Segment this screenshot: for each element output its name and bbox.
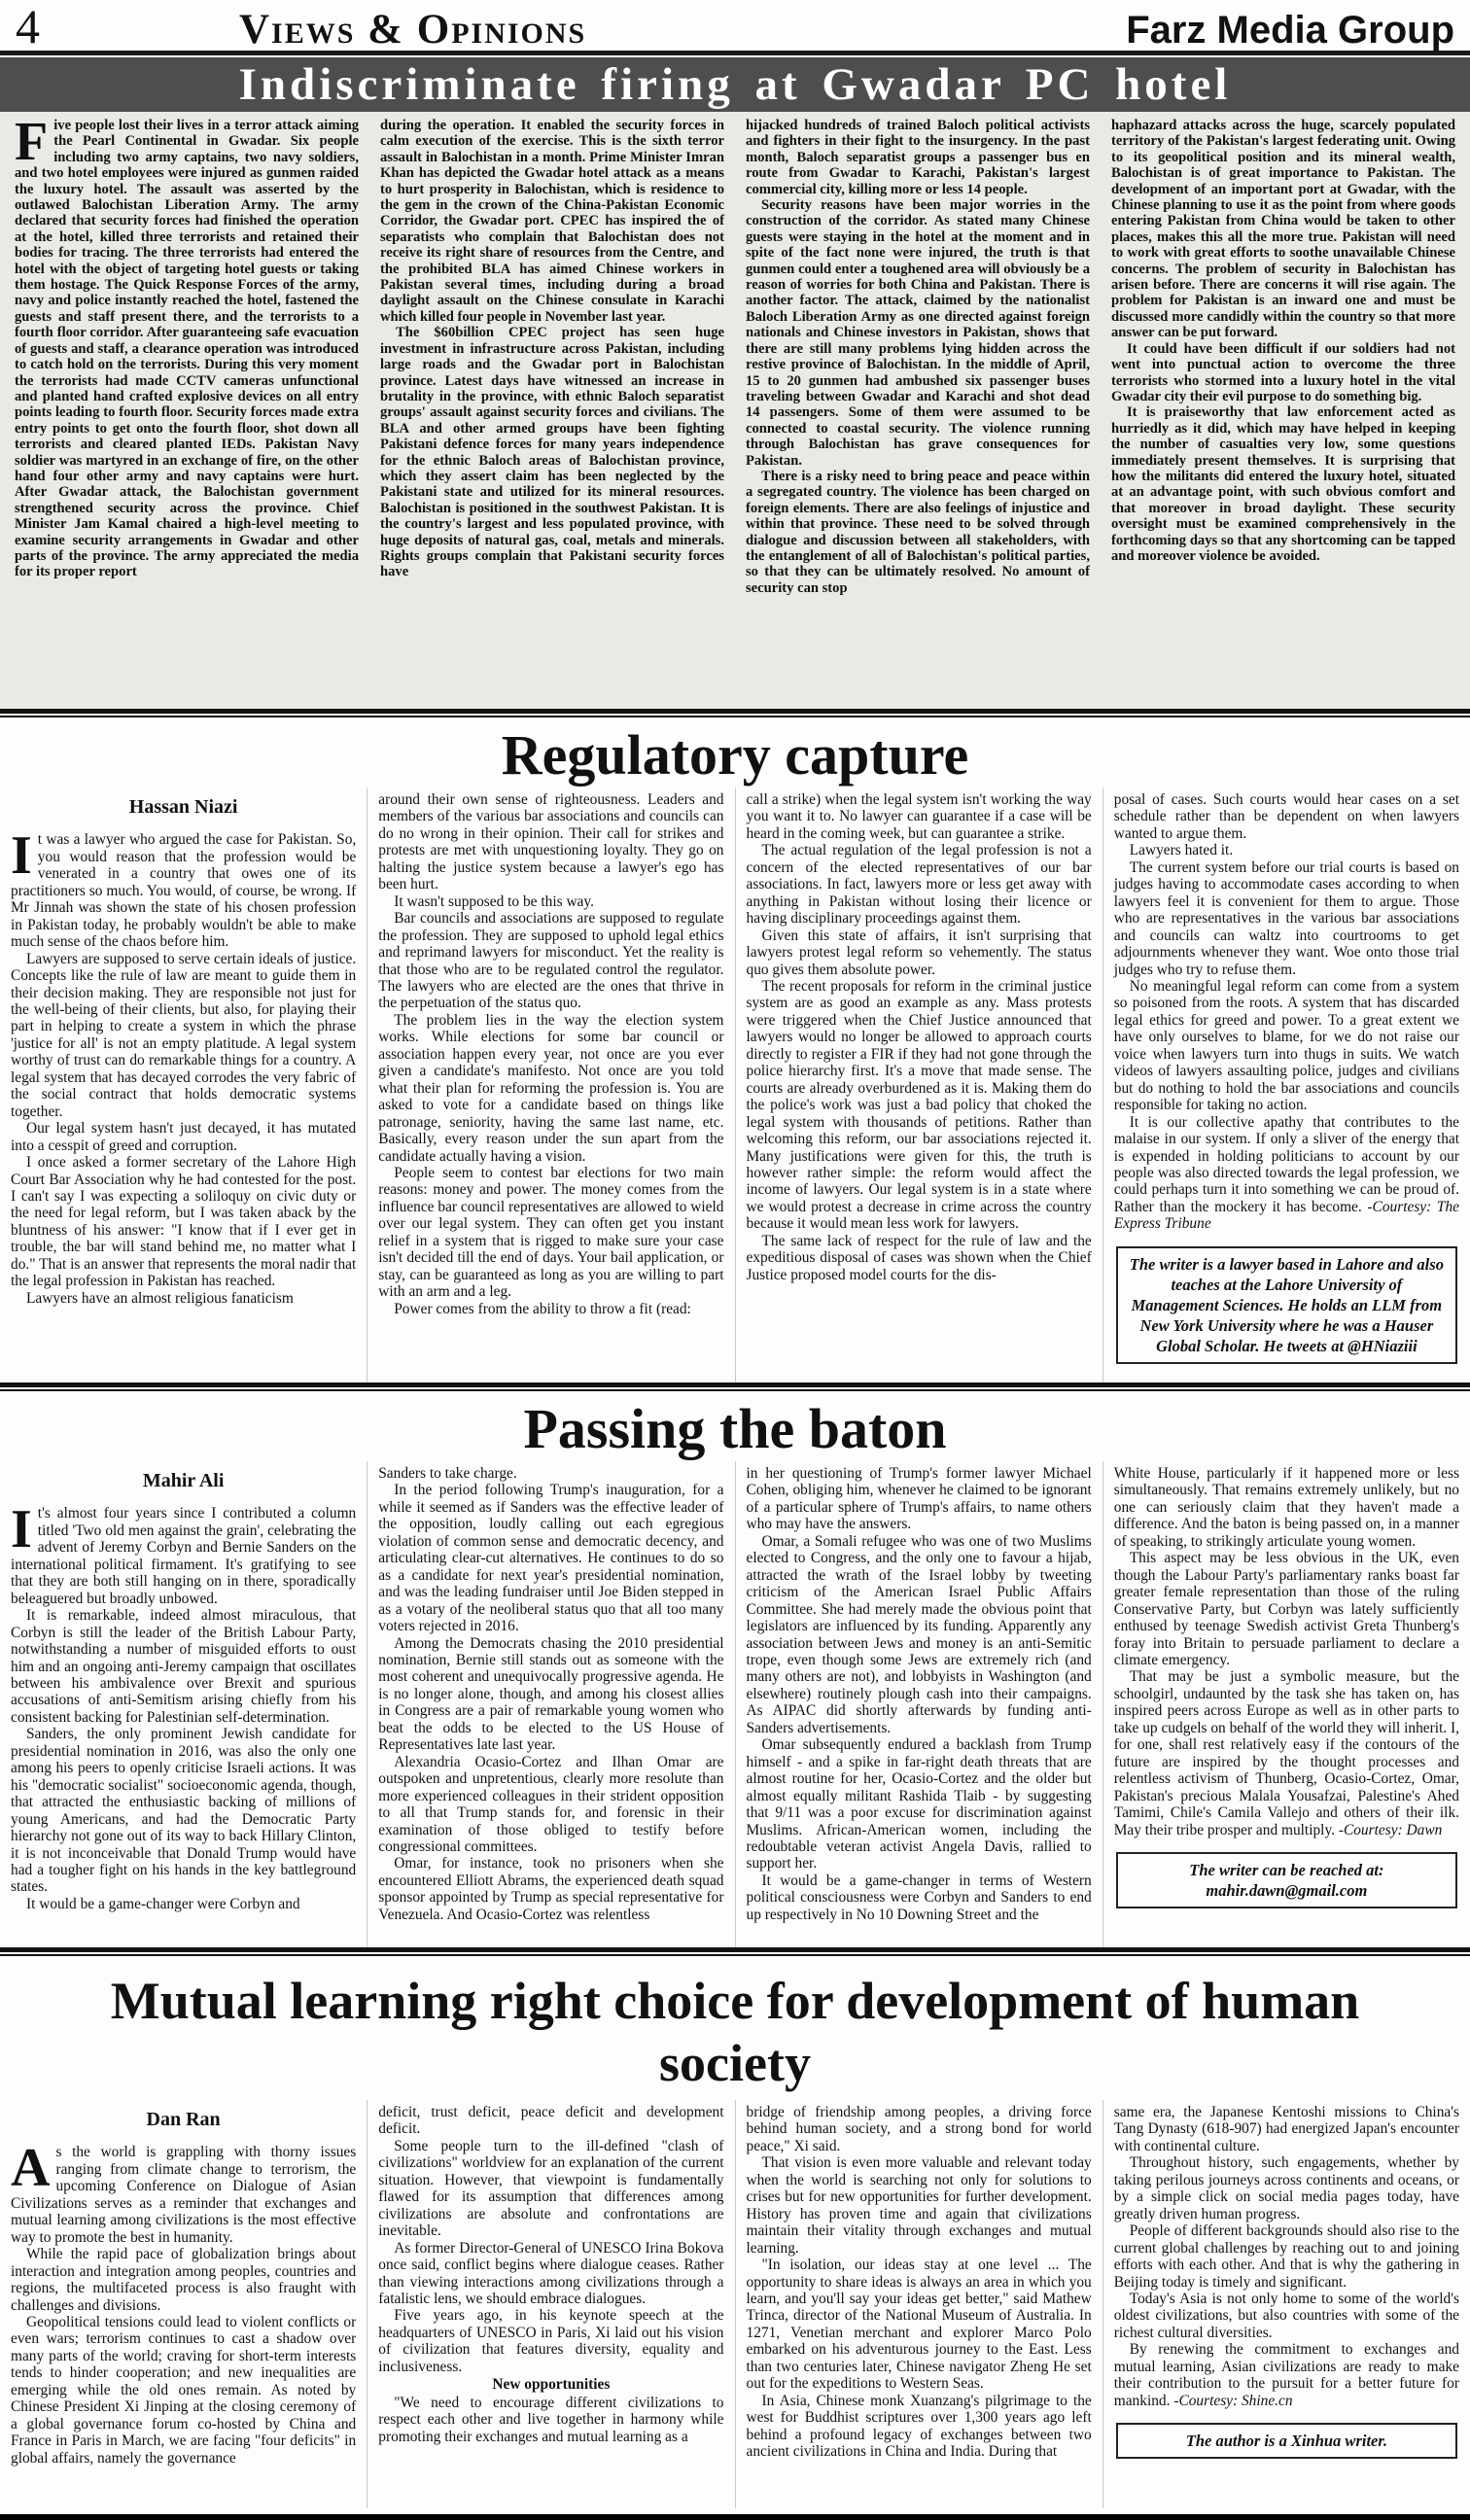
section-divider: [0, 1382, 1470, 1391]
paragraph: It was a lawyer who argued the case for Pakistan. So, you would reason that the profession would be venerated in a country that owes one of its practitioners so much. You would, of course, be wrong. If Mr Jinnah was shown the state of his chosen profession in Pakistan today, he probably wouldn't be able to make much sense of the chaos before him.: [11, 825, 357, 951]
paragraph: Bar councils and associations are supposed to regulate the profession. They are supposed to uphold legal ethics and reprimand lawyers for misconduct. Yet the reality is that those who are to be regulated control the regulator. The lawyers who are elected are the ones that thrive in the perpetuation of the status quo.: [378, 910, 724, 1012]
paragraph: Security reasons have been major worries in the construction of the corridor. As stated many Chinese guests were staying in the hotel at the moment and in spite of the fact none were injured, the truth is that gunmen could enter a toughened area will obviously be a reason of worries for both China and Pakistan. There is another factor. The attack, claimed by the nationalist Baloch Liberation Army as one directed against foreign nationals and Chinese investors in Pakistan, shows that there are still many problems lying hidden across the restive province of Balochistan. In the middle of April, 15 to 20 gunmen had ambushed six passenger buses traveling between Gwadar and Karachi and shot dead 14 passengers. Some of them were assumed to be connected to coastal security. The violence running through Balochistan has grave consequences for Pakistan.: [746, 197, 1090, 469]
paragraph: By renewing the commitment to exchanges and mutual learning, Asian civilizations are ready to make their contribution to the pursuit for a better future for mankind. -Courtesy: Shine.cn: [1113, 2341, 1459, 2409]
article-3-byline: Mahir Ali: [142, 1470, 225, 1491]
article-4-column-1: [0, 2100, 367, 2508]
paragraph: As former Director-General of UNESCO Irina Bokova once said, conflict begins where dialogue ceases. Rather than viewing interactions among civilizations through a fatalistic lens, we should embrace dialogues.: [378, 2239, 724, 2307]
masthead: [0, 0, 1470, 55]
paragraph: in her questioning of Trump's former lawyer Michael Cohen, obliging him, whenever he claimed to be ignorant of a particular sphere of Trump's affairs, to name others who may have the answers.: [746, 1465, 1092, 1533]
page-number: 4: [16, 0, 40, 53]
article-2-writer-box: The writer is a lawyer based in Lahore and also teaches at the Lahore University of Management Sciences. He holds an LLM from New York University where he was a Hauser Global Scholar. He tweets at @HNiaziii: [1116, 1246, 1457, 1365]
article-3-column-4: [1102, 1461, 1470, 1947]
paragraph: It is praiseworthy that law enforcement acted as hurriedly as it did, which may have helped in keeping the number of casualties very low, some questions immediately present themselves. It is surprising that how the militants did entered the luxury hotel, situated at an advantage point, with such obvious comfort and that moreover in broad daylight. These security oversight must be examined comprehensively in the forthcoming days so that any shortcoming can be tapped and moreover violence be avoided.: [1111, 404, 1455, 564]
article-1-column-4: [1101, 114, 1466, 709]
article-4-column-4-text: [1114, 2104, 1459, 2409]
article-1-body: [0, 112, 1470, 709]
paragraph: Given this state of affairs, it isn't surprising that lawyers protest legal reform so vehemently. The status quo gives them absolute power.: [746, 927, 1092, 978]
paragraph: The same lack of respect for the rule of law and the expeditious disposal of cases was shown when the Chief Justice proposed model courts for the dis-: [746, 1232, 1092, 1283]
article-1-column-3: [735, 114, 1101, 709]
sub-heading: New opportunities: [492, 2376, 611, 2394]
article-1-column-1: [4, 114, 369, 709]
article-4-column-4: [1102, 2100, 1470, 2508]
article-4-column-2: [367, 2100, 734, 2508]
article-2-column-1-text: [11, 825, 357, 1307]
paragraph: call a strike) when the legal system isn't working the way you want it to. No lawyer can guarantee if a case will be heard in the coming week, but can guarantee a strike.: [746, 791, 1092, 842]
article-3-column-2: [367, 1461, 734, 1947]
paragraph: Omar, a Somali refugee who was one of two Muslims elected to Congress, and the only one to favour a hijab, attracted the wrath of the Israel lobby by tweeting criticism of the American Israel Public Affairs Committee. She had merely made the obvious point that legislators are influenced by its funding. Apparently any association between Jews and money is an anti-Semitic trope, even though some Jews are extremely rich (and many others are not), and lobbyists in Washington (and elsewhere) routinely plough cash into their campaigns. As AIPAC did shortly afterwards by funding anti-Sanders advertisements.: [746, 1532, 1092, 1736]
paragraph: People of different backgrounds should also rise to the current global challenges by reaching out to and joining efforts with each other. And that is why the gathering in Beijing today is timely and significant.: [1113, 2222, 1459, 2291]
paragraph: It wasn't supposed to be this way.: [394, 892, 594, 910]
paragraph: Among the Democrats chasing the 2010 presidential nomination, Bernie still stands out as someone with the most coherent and unequivocally progressive agenda. He is no longer alone, though, and among his closest allies in Congress are a pair of remarkable young women who beat the odds to be elected to the US House of Representatives late last year.: [378, 1634, 724, 1754]
section-divider: [0, 709, 1470, 718]
paragraph: It is remarkable, indeed almost miraculous, that Corbyn is still the leader of the British Labour Party, notwithstanding a number of misguided efforts to oust him and an ongoing anti-Jeremy campaign that oscillates between his ambivalence over Brexit and spurious accusations of anti-Semitism arising chiefly from his consistent backing for Palestinian self-determination.: [11, 1607, 357, 1726]
article-2-headline: Regulatory capture: [501, 723, 969, 787]
paragraph: The current system before our trial courts is based on judges having to accommodate cases according to when lawyers feel it is convenient for them to argue. Those who are representatives in the various bar associations and councils can waltz into courtrooms to get adjournments whenever they want. Woe onto those trial judges who try to refuse them.: [1113, 858, 1459, 978]
article-2-column-4: [1102, 788, 1470, 1382]
paragraph: It would be a game-changer in terms of Western political consciousness were Corbyn and Sanders to end up respectively in No 10 Downing Street and the: [746, 1872, 1092, 1923]
paragraph: Five people lost their lives in a terror attack aiming the Pearl Continental in Gwadar. Six people including two army captains, two navy soldiers, and two hotel employees were injured as gunmen raided the luxury hotel. The assault was asserted by the outlawed Balochistan Liberation Army. The army declared that security forces had finished the operation at the hotel, killed three terrorists and retained their bodies for tracing. The three terrorists had entered the hotel with the object of targeting hotel guests or taking them hostage. The Quick Response Forces of the army, navy and police instantly reached the hotel, fastened the guests and staff present there, and the terrorists to a fourth floor corridor. After guaranteeing safe evacuation of guests and staff, a clearance operation was introduced to catch hold on the terrorists. During this very moment the terrorists had made CCTV cameras unfunctional and planted hand crafted explosive devices on all entry points leading to fourth floor. Security forces made extra entry points to get onto the fourth floor, shot down all terrorists and cleared planted IEDs. Pakistan Navy soldier was martyred in an exchange of fire, on the other hand four other army and navy captains were hurt. After Gwadar attack, the Balochistan government strengthened security across the province. Chief Minister Jam Kamal chaired a high-level meeting to examine security arrangements in Gwadar and other parts of the province. The army appreciated the media for its proper report: [15, 114, 359, 580]
paragraph: People seem to contest bar elections for two main reasons: money and power. The money comes from the influence bar council representatives are allowed to wield over our legal system. They can often get you instant relief in a system that is rigged to make sure your case isn't decided till the end of days. Your bail application, or stay, can be guaranteed as long as you are willing to part with an arm and a leg.: [378, 1164, 724, 1301]
paragraph: same era, the Japanese Kentoshi missions to China's Tang Dynasty (618-907) had energized Japan's encounter with continental culture.: [1113, 2104, 1459, 2154]
article-3-column-3: [735, 1461, 1102, 1947]
paragraph: No meaningful legal reform can come from a system so poisoned from the roots. A system that has discarded legal ethics for greed and power. To a great extent we have only ourselves to blame, for we do not raise our voice when lawyers turn into thugs in suits. We watch videos of lawyers assaulting police, judges and civilians but do nothing to hold the bar associations and councils responsible for taking no action.: [1113, 977, 1459, 1114]
drop-cap: I: [11, 825, 32, 887]
paragraph: Geopolitical tensions could lead to violent conflicts or even wars; terrorism continues to cast a shadow over many parts of the world; craving for short-term interests tends to hinder cooperation; and new inequalities are emerging while the old ones remain. As noted by Chinese President Xi Jinping at the closing ceremony of a global governance forum co-hosted by China and France in Paris in March, we are facing "four deficits" in global affairs, namely the governance: [11, 2313, 357, 2467]
paragraph: While the rapid pace of globalization brings about interaction and integration among peoples, countries and regions, the multifaceted process is also fraught with challenges and divisions.: [11, 2246, 357, 2314]
courtesy-credit: -Courtesy: The Express Tribune: [1113, 1198, 1460, 1233]
paragraph: The problem lies in the way the election system works. While elections for some bar council or association happen every year, not once are you ever given a candidate's manifesto. Not once are you told what their plan for reforming the profession is. You are asked to vote for a candidate based on things like patronage, seniority, having the same last name, etc. Basically, every reason under the sun apart from the candidate actually having a vision.: [378, 1011, 724, 1165]
drop-cap: I: [11, 1499, 32, 1560]
paragraph: In Asia, Chinese monk Xuanzang's pilgrimage to the west for Buddhist scriptures over 1,300 years ago left behind a profound legacy of exchanges between two ancient civilizations in China and India. During that: [746, 2392, 1092, 2461]
paragraph: Alexandria Ocasio-Cortez and Ilhan Omar are outspoken and unpretentious, clearly more resolute than more experienced colleagues in their strident opposition to all that Trump stands for, and forensic in their examination of those obliged to testify before congressional committees.: [378, 1753, 724, 1855]
paragraph: deficit, trust deficit, peace deficit and development deficit.: [378, 2104, 724, 2138]
paragraph: In the period following Trump's inauguration, for a while it seemed as if Sanders was the effective leader of the opposition, loudly calling out each egregious violation of common sense and democratic decency, and articulating clear-cut alternatives. He continues to do so as a candidate for next year's presidential nomination, and was the leading fundraiser until Joe Biden stepped in as a votary of the neoliberal status quo that all too many voters rejected in 2016.: [378, 1482, 724, 1635]
article-4-column-1-text: [11, 2138, 357, 2467]
paragraph: It could have been difficult if our soldiers had not went into punctual action to overcome the three terrorists who stormed into a luxury hotel in the vital Gwadar city their evil purpose to do something big.: [1111, 340, 1455, 404]
article-2-column-2: [367, 788, 734, 1382]
paragraph: It's almost four years since I contributed a column titled 'Two old men against the grain', celebrating the advent of Jeremy Corbyn and Bernie Sanders on the international political firmament. It's gratifying to see that they are both still hanging on in there, sporadically beleaguered but broadly unbowed.: [11, 1499, 357, 1607]
bottom-rule: [0, 2514, 1470, 2520]
paragraph: Omar, for instance, took no prisoners when she encountered Elliott Abrams, the experienced death squad sponsor appointed by Trump as special representative for Venezuela. And Ocasio-Cortez was relentless: [378, 1855, 724, 1923]
article-4-column-3: [735, 2100, 1102, 2508]
paragraph: This aspect may be less obvious in the UK, even though the Labour Party's parliamentary ranks boast far greater female representation than those of the ruling Conservative Party, but Corbyn was lately sufficiently enthused by teenage Swedish activist Greta Thunberg's foray into Britain to persuade parliament to declare a climate emergency.: [1113, 1550, 1459, 1668]
paragraph: bridge of friendship among peoples, a driving force behind human society, and a strong bond for world peace," Xi said.: [746, 2104, 1092, 2154]
paragraph: "In isolation, our ideas stay at one level ... The opportunity to share ideas is always an area in which you learn, and you'll say your ideas get better," said Mathew Trinca, director of the National Museum of Australia. In 1271, Venetian merchant and explorer Marco Polo embarked on his adventurous journey to the East. Less than two centuries later, Chinese navigator Zheng He set out for the expeditions to Western Seas.: [746, 2257, 1092, 2393]
paragraph: Our legal system hasn't just decayed, it has mutated into a cesspit of greed and corruption.: [11, 1120, 357, 1154]
paragraph: It is our collective apathy that contributes to the malaise in our system. If only a sliver of the energy that is expended in holding politicians to account by our people was also directed towards the legal profession, we could perhaps turn it into something we can be proud of. Rather than the mockery it has become. -Courtesy: The Express Tribune: [1113, 1113, 1460, 1233]
paragraph: around their own sense of righteousness. Leaders and members of the various bar associations and councils can do no wrong in their opinion. Their call for strikes and protests are met with unquestioning loyalty. They go on halting the justice system because a lawyer's ego has been hurt.: [378, 791, 724, 893]
article-3-writer-box: The writer can be reached at: mahir.dawn@gmail.com: [1116, 1852, 1457, 1908]
paragraph: There is a risky need to bring peace and peace within a segregated country. The violence has been charged on foreign elements. There are also feelings of injustice and within that province. These need to be solved through dialogue and discussion between all stakeholders, with the entanglement of all of Balochistan's political parties, so that they can be ultimately resolved. No amount of security can stop: [746, 468, 1090, 596]
article-1-headline: Indiscriminate firing at Gwadar PC hotel: [0, 57, 1470, 112]
paragraph: White House, particularly if it happened more or less simultaneously. That remains extremely unlikely, but no one can seriously claim that they haven't made a difference. And the baton is being passed on, in a manner of speaking, to strikingly articulate young women.: [1113, 1465, 1459, 1550]
paragraph: Lawyers have an almost religious fanaticism: [26, 1289, 294, 1307]
article-3-column-4-text: [1114, 1465, 1459, 1838]
drop-cap: A: [11, 2138, 51, 2199]
paragraph: The actual regulation of the legal profession is not a concern of the elected representatives of our bar associations. In fact, lawyers more or less get away with anything in Pakistan without losing their licence or having disciplinary proceedings against them.: [746, 842, 1092, 928]
article-3-body: [0, 1461, 1470, 1947]
article-2-body: [0, 788, 1470, 1382]
paragraph: Lawyers hated it.: [1129, 842, 1234, 859]
paragraph: Sanders to take charge.: [378, 1465, 517, 1482]
brand-name: Farz Media Group: [1126, 9, 1454, 52]
paragraph: haphazard attacks across the huge, scarcely populated territory of the Pakistan's largest federating unit. Owing to its geopolitical position and its mineral wealth, Balochistan is of great importance to Pakistan. The development of an important port at Gwadar, with the Chinese planning to use it as the point from where goods entering Pakistan from China would be taken to other places, makes this all the more true. Pakistan will need to work with great efforts to soothe unavailable Chinese concerns. The problem of security in Balochistan has arisen before. There are concerns it will rise again. The problem for Pakistan is an inward one and must be discussed more candidly within the country so that more answer can be put forward.: [1111, 118, 1455, 341]
paragraph: Omar subsequently endured a backlash from Trump himself - and a spike in far-right death threats that are almost routine for her, Ocasio-Cortez and the older but almost equally militant Rashida Tlaib - by suggesting that 9/11 was a poor excuse for discrimination against Muslims. African-American women, including the redoubtable veteran activist Angela Davis, rallied to support her.: [746, 1736, 1092, 1872]
courtesy-credit: -Courtesy: Shine.cn: [1173, 2392, 1293, 2409]
article-2-column-4-text: [1114, 791, 1459, 1233]
article-4-byline: Dan Ran: [146, 2109, 221, 2130]
paragraph: Lawyers are supposed to serve certain ideals of justice. Concepts like the rule of law are meant to guide them in their decision making. They are responsible not just for the well-being of their clients, but also, for playing their part in helping to create a system in which the phrase 'justice for all' is not an empty platitude. A legal system worthy of trust can do remarkable things for a country. A legal system that has decayed corrodes the very fabric of the social contract that holds democratic systems together.: [11, 950, 357, 1120]
article-3-headline: Passing the baton: [523, 1397, 947, 1460]
paragraph: posal of cases. Such courts would hear cases on a set schedule rather than be dependent on when lawyers wanted to argue them.: [1113, 791, 1459, 842]
paragraph: Today's Asia is not only home to some of the world's oldest civilizations, but also countries with some of the richest cultural diversities.: [1113, 2290, 1459, 2341]
article-4-body: [0, 2100, 1470, 2508]
drop-cap: F: [15, 114, 49, 172]
paragraph: The recent proposals for reform in the criminal justice system are as good an example as any. Mass protests were triggered when the Chief Justice announced that lawyers would no longer be allowed to approach courts directly to register a FIR if they had not gone through the police hierarchy first. It's a move that made sense. The courts are already overburdened as it is. Making them do the police's work was just a bad policy that choked the legal system with thousands of petitions. Rather than welcoming this reform, our bar associations rejected it. Many justifications were given for this, the truth is however rather simple: the reform would affect the income of lawyers. Our legal system is in a state where we would protest a decrease in crime across the country because it would mean less work for lawyers.: [746, 977, 1092, 1233]
paragraph: The $60billion CPEC project has seen huge investment in infrastructure across Pakistan, including large roads and the Gwadar port in Balochistan province. Latest days have witnessed an increase in brutality in the province, with ethnic Baloch separatist groups' assault against security forces and civilians. The BLA and other armed groups have been fighting Pakistani defence forces for many years independence for the ethnic Baloch areas of Balochistan province, which they assert claim has been neglected by the Pakistani state and utilized for its mineral resources. Balochistan is positioned in the southwest Pakistan. It is the country's largest and less populated province, with huge deposits of natural gas, coal, metals and minerals. Rights groups complain that Pakistani security forces have: [380, 325, 724, 580]
article-4-writer-box: The author is a Xinhua writer.: [1116, 2423, 1457, 2459]
paragraph: "We need to encourage different civilizations to respect each other and live together in harmony while promoting their exchanges and mutual learning as a: [378, 2394, 724, 2445]
article-2-column-1: [0, 788, 367, 1382]
paragraph: Some people turn to the ill-defined "clash of civilizations" worldview for an explanation of the current situation. However, that viewpoint is fundamentally flawed for its assumption that differences among civilizations are absolute and confrontations are inevitable.: [378, 2137, 724, 2240]
paragraph: hijacked hundreds of trained Baloch political activists and fighters in their fight to the insurgency. In the past month, Baloch separatist groups a passenger bus en route from Gwadar to Karachi, Pakistan's largest commercial city, killing more or less 14 people.: [746, 118, 1090, 197]
article-2-byline: Hassan Niazi: [128, 796, 238, 818]
paragraph: I once asked a former secretary of the Lahore High Court Bar Association why he had contested for the post. I can't say I was expecting a soliloquy on civic duty or the need for legal reform, but I was taken aback by the bluntness of his answer: "I know that if I ever get in trouble, the bar will stand behind me, no matter what I do." That is an answer that represents the moral nadir that the legal profession in Pakistan has reached.: [11, 1154, 357, 1290]
section-title: Views & Opinions: [239, 7, 587, 52]
article-3-column-1: [0, 1461, 367, 1947]
article-3-column-1-text: [11, 1499, 357, 1912]
paragraph: Power comes from the ability to throw a fit (read:: [394, 1300, 691, 1317]
article-4-headline: Mutual learning right choice for development of human society: [110, 1972, 1360, 2092]
paragraph: As the world is grappling with thorny issues ranging from climate change to terrorism, the upcoming Conference on Dialogue of Asian Civilizations serves as a reminder that exchanges and mutual learning among civilizations is the most effective way to promote the best in humanity.: [11, 2138, 357, 2246]
section-divider: [0, 1947, 1470, 1956]
paragraph: It would be a game-changer were Corbyn and: [26, 1895, 300, 1912]
paragraph: That may be just a symbolic measure, but the schoolgirl, undaunted by the task she has taken on, has inspired peers across Europe as well as in other parts to take up cudgels on behalf of the world they will inherit. I, for one, shall rest relatively easy if the contours of the future are inspired by the thought processes and relentless activism of Thunberg, Ocasio-Cortez, Omar, Pakistan's precious Malala Yousafzai, Palestine's Ahed Tamimi, Chile's Camila Vallejo and others of their ilk. May their tribe prosper and multiply. -Courtesy: Dawn: [1113, 1668, 1459, 1838]
paragraph: Throughout history, such engagements, whether by taking perilous journeys across continents and oceans, or by a simple click on social media pages today, have greatly driven human progress.: [1113, 2154, 1459, 2222]
courtesy-credit: -Courtesy: Dawn: [1338, 1821, 1443, 1838]
paragraph: Sanders, the only prominent Jewish candidate for presidential nomination in 2016, was also the only one among his peers to openly criticise Israeli actions. It was his "democratic socialist" socioeconomic agenda, though, that attracted the enthusiastic backing of millions of young Americans, and had the Democratic Party hierarchy not gone out of its way to back Hillary Clinton, it is not inconceivable that Donald Trump would have had a tougher fight on his hands in the key battleground states.: [11, 1726, 357, 1896]
paragraph: during the operation. It enabled the security forces in calm execution of the exercise. This is the sixth terror assault in Balochistan in a month. Prime Minister Imran Khan has depicted the Gwadar hotel attack as a means to hurt prosperity in Balochistan, which is residence to the gem in the crown of the China-Pakistan Economic Corridor, the Gwadar port. CPEC has inspired the of separatists who complain that Balochistan does not receive its right share of resources from the Centre, and the prohibited BLA has aimed Chinese workers in Pakistan several times, including during a broad daylight assault on the Chinese consulate in Karachi which killed four people in November last year.: [380, 118, 724, 325]
article-2-column-3: [735, 788, 1102, 1382]
paragraph: That vision is even more valuable and relevant today when the world is searching not only for solutions to crises but for new opportunities for further development. History has proven time and again that civilizations maintain their vitality through exchanges and mutual learning.: [746, 2154, 1092, 2257]
paragraph: Five years ago, in his keynote speech at the headquarters of UNESCO in Paris, Xi laid out his vision of civilization that features diversity, equality and inclusiveness.: [378, 2307, 724, 2375]
article-1-column-2: [369, 114, 735, 709]
